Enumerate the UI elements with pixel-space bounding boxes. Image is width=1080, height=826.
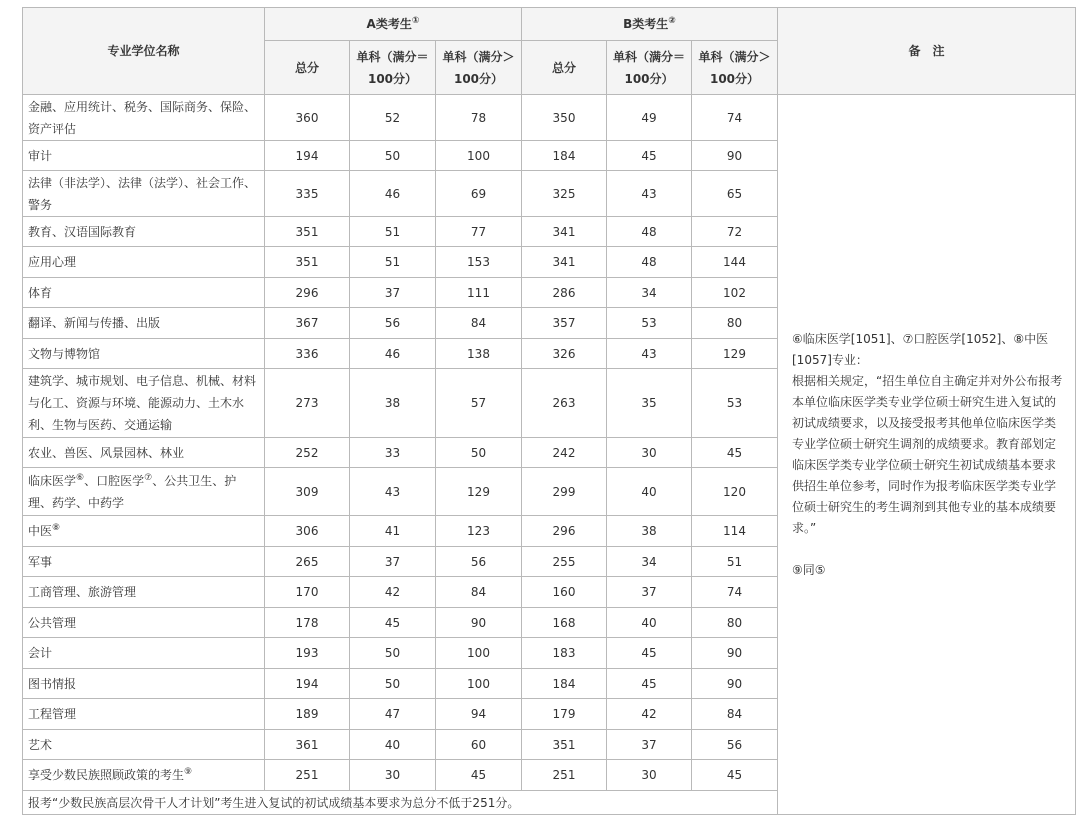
- a-single-gt100-cell: 138: [436, 339, 522, 369]
- b-single-100-cell: 49: [607, 95, 692, 141]
- b-total-header: 总分: [522, 41, 607, 95]
- remark-cell: [778, 95, 1076, 815]
- b-single-gt100-header: 单科（满分＞ 100分）: [692, 41, 778, 95]
- b-single-gt100-cell: 80: [692, 308, 778, 339]
- b-single-gt100-cell: 45: [692, 760, 778, 791]
- b-total-cell: 351: [522, 730, 607, 760]
- b-single-100-cell: 34: [607, 278, 692, 308]
- major-name-cell: 文物与博物馆: [23, 339, 265, 369]
- a-single-100-cell: 51: [350, 217, 436, 247]
- a-single-gt100-cell: 45: [436, 760, 522, 791]
- a-single-gt100-cell: 50: [436, 438, 522, 468]
- b-single-100-cell: 40: [607, 468, 692, 516]
- b-single-gt100-cell: 90: [692, 141, 778, 171]
- b-total-cell: 160: [522, 577, 607, 608]
- b-total-cell: 296: [522, 516, 607, 547]
- b-single-100-cell: 37: [607, 577, 692, 608]
- a-single-100-cell: 37: [350, 278, 436, 308]
- a-single-gt100-cell: 84: [436, 577, 522, 608]
- b-single-gt100-cell: 74: [692, 577, 778, 608]
- b-single-100-cell: 34: [607, 547, 692, 577]
- b-total-cell: 184: [522, 669, 607, 699]
- a-single-100-cell: 37: [350, 547, 436, 577]
- a-single-gt100-cell: 111: [436, 278, 522, 308]
- b-single-100-cell: 45: [607, 638, 692, 669]
- a-single-100-cell: 43: [350, 468, 436, 516]
- a-single-100-cell: 47: [350, 699, 436, 730]
- major-name-cell: 应用心理: [23, 247, 265, 278]
- a-total-cell: 170: [265, 577, 350, 608]
- a-total-cell: 194: [265, 669, 350, 699]
- b-single-gt100-cell: 80: [692, 608, 778, 638]
- a-single-100-cell: 30: [350, 760, 436, 791]
- b-total-cell: 341: [522, 247, 607, 278]
- b-single-gt100-cell: 84: [692, 699, 778, 730]
- a-total-cell: 306: [265, 516, 350, 547]
- b-total-cell: 242: [522, 438, 607, 468]
- a-single-100-cell: 45: [350, 608, 436, 638]
- a-total-cell: 296: [265, 278, 350, 308]
- b-single-100-header: 单科（满分＝ 100分）: [607, 41, 692, 95]
- remark-header: 备 注: [778, 8, 1076, 95]
- b-single-100-cell: 30: [607, 760, 692, 791]
- b-total-cell: 184: [522, 141, 607, 171]
- a-single-gt100-header: 单科（满分＞ 100分）: [436, 41, 522, 95]
- a-total-cell: 193: [265, 638, 350, 669]
- a-total-cell: 351: [265, 247, 350, 278]
- a-single-gt100-cell: 94: [436, 699, 522, 730]
- a-single-gt100-cell: 56: [436, 547, 522, 577]
- b-single-gt100-cell: 144: [692, 247, 778, 278]
- b-single-gt100-cell: 102: [692, 278, 778, 308]
- a-single-gt100-cell: 153: [436, 247, 522, 278]
- a-total-cell: 361: [265, 730, 350, 760]
- a-total-cell: 252: [265, 438, 350, 468]
- b-total-cell: 179: [522, 699, 607, 730]
- remark-body: 根据相关规定，“招生单位自主确定并对外公布报考本单位临床医学类专业学位硕士研究生进入复试的初试成绩要求，以及接受报考其他单位临床医学类专业学位硕士研究生调剂的成绩要求。教育部划定临床医学类专业学位硕士研究生初试成绩基本要求供招生单位参考，同时作为报考临床医学类专业学位硕士研究生的考生调剂到其他专业的基本成绩要求。”: [792, 373, 1063, 535]
- b-total-cell: 325: [522, 171, 607, 217]
- a-single-100-cell: 41: [350, 516, 436, 547]
- b-single-100-cell: 48: [607, 247, 692, 278]
- b-total-cell: 326: [522, 339, 607, 369]
- remark-note: ⑨同⑤: [792, 562, 826, 577]
- a-single-gt100-cell: 90: [436, 608, 522, 638]
- b-single-gt100-cell: 90: [692, 638, 778, 669]
- a-single-gt100-cell: 129: [436, 468, 522, 516]
- major-name-cell: 建筑学、城市规划、电子信息、机械、材料与化工、资源与环境、能源动力、土木水利、生物与医药、交通运输: [23, 369, 265, 438]
- score-table: [22, 7, 1076, 815]
- b-single-gt100-cell: 120: [692, 468, 778, 516]
- a-single-gt100-cell: 100: [436, 141, 522, 171]
- a-single-100-cell: 50: [350, 141, 436, 171]
- a-single-100-cell: 56: [350, 308, 436, 339]
- b-single-100-cell: 45: [607, 141, 692, 171]
- a-total-cell: 178: [265, 608, 350, 638]
- b-total-cell: 263: [522, 369, 607, 438]
- major-name-cell: 艺术: [23, 730, 265, 760]
- major-header: 专业学位名称: [23, 8, 265, 95]
- major-name-cell: 教育、汉语国际教育: [23, 217, 265, 247]
- a-single-gt100-cell: 77: [436, 217, 522, 247]
- a-single-gt100-cell: 57: [436, 369, 522, 438]
- b-single-gt100-cell: 53: [692, 369, 778, 438]
- major-name-cell: 审计: [23, 141, 265, 171]
- a-single-gt100-cell: 123: [436, 516, 522, 547]
- b-single-gt100-cell: 74: [692, 95, 778, 141]
- b-single-gt100-cell: 65: [692, 171, 778, 217]
- a-total-cell: 189: [265, 699, 350, 730]
- remark-title: ⑥临床医学[1051]、⑦口腔医学[1052]、⑧中医[1057]专业：: [792, 331, 1049, 367]
- a-single-gt100-cell: 60: [436, 730, 522, 760]
- b-total-cell: 341: [522, 217, 607, 247]
- b-single-100-cell: 38: [607, 516, 692, 547]
- major-name-cell: 图书情报: [23, 669, 265, 699]
- major-name-cell: 农业、兽医、风景园林、林业: [23, 438, 265, 468]
- table-row: [23, 95, 1076, 141]
- b-total-cell: 255: [522, 547, 607, 577]
- b-total-cell: 286: [522, 278, 607, 308]
- a-single-gt100-cell: 78: [436, 95, 522, 141]
- major-name-cell: 军事: [23, 547, 265, 577]
- b-total-cell: 357: [522, 308, 607, 339]
- a-single-gt100-cell: 100: [436, 669, 522, 699]
- b-single-gt100-cell: 45: [692, 438, 778, 468]
- major-name-cell: 金融、应用统计、税务、国际商务、保险、资产评估: [23, 95, 265, 141]
- b-single-100-cell: 30: [607, 438, 692, 468]
- b-total-cell: 168: [522, 608, 607, 638]
- a-single-100-cell: 42: [350, 577, 436, 608]
- major-name-cell: 中医⑧: [23, 516, 265, 547]
- a-total-cell: 336: [265, 339, 350, 369]
- major-name-cell: 翻译、新闻与传播、出版: [23, 308, 265, 339]
- a-total-cell: 360: [265, 95, 350, 141]
- b-single-100-cell: 43: [607, 171, 692, 217]
- a-total-cell: 251: [265, 760, 350, 791]
- header-row-1: [23, 8, 1076, 41]
- a-single-100-cell: 52: [350, 95, 436, 141]
- major-name-cell: 法律（非法学）、法律（法学）、社会工作、警务: [23, 171, 265, 217]
- major-name-cell: 会计: [23, 638, 265, 669]
- b-single-100-cell: 37: [607, 730, 692, 760]
- major-name-cell: 临床医学⑥、口腔医学⑦、公共卫生、护理、药学、中药学: [23, 468, 265, 516]
- table-body: [23, 95, 1076, 815]
- major-name-cell: 工程管理: [23, 699, 265, 730]
- a-single-gt100-cell: 69: [436, 171, 522, 217]
- a-single-100-cell: 40: [350, 730, 436, 760]
- b-single-gt100-cell: 129: [692, 339, 778, 369]
- b-single-gt100-cell: 72: [692, 217, 778, 247]
- b-total-cell: 251: [522, 760, 607, 791]
- a-total-cell: 367: [265, 308, 350, 339]
- a-single-100-cell: 38: [350, 369, 436, 438]
- b-single-100-cell: 48: [607, 217, 692, 247]
- a-single-100-cell: 50: [350, 638, 436, 669]
- b-single-100-cell: 53: [607, 308, 692, 339]
- a-total-cell: 265: [265, 547, 350, 577]
- a-single-100-cell: 33: [350, 438, 436, 468]
- a-single-gt100-cell: 84: [436, 308, 522, 339]
- a-single-100-cell: 51: [350, 247, 436, 278]
- b-single-gt100-cell: 51: [692, 547, 778, 577]
- footnote-text: 报考“少数民族高层次骨干人才计划”考生进入复试的初试成绩基本要求为总分不低于251分。: [23, 791, 778, 815]
- b-single-100-cell: 43: [607, 339, 692, 369]
- b-single-gt100-cell: 114: [692, 516, 778, 547]
- major-name-cell: 享受少数民族照顾政策的考生⑨: [23, 760, 265, 791]
- major-name-cell: 体育: [23, 278, 265, 308]
- a-total-cell: 309: [265, 468, 350, 516]
- b-single-100-cell: 40: [607, 608, 692, 638]
- b-total-cell: 350: [522, 95, 607, 141]
- b-single-100-cell: 45: [607, 669, 692, 699]
- b-single-gt100-cell: 90: [692, 669, 778, 699]
- a-total-cell: 194: [265, 141, 350, 171]
- a-single-100-cell: 50: [350, 669, 436, 699]
- a-single-100-cell: 46: [350, 339, 436, 369]
- a-total-header: 总分: [265, 41, 350, 95]
- a-single-100-header: 单科（满分＝ 100分）: [350, 41, 436, 95]
- b-total-cell: 183: [522, 638, 607, 669]
- group-a-header: A类考生①: [265, 8, 522, 41]
- a-total-cell: 273: [265, 369, 350, 438]
- b-single-100-cell: 35: [607, 369, 692, 438]
- b-single-gt100-cell: 56: [692, 730, 778, 760]
- a-total-cell: 351: [265, 217, 350, 247]
- a-single-gt100-cell: 100: [436, 638, 522, 669]
- b-total-cell: 299: [522, 468, 607, 516]
- a-total-cell: 335: [265, 171, 350, 217]
- major-name-cell: 工商管理、旅游管理: [23, 577, 265, 608]
- a-single-100-cell: 46: [350, 171, 436, 217]
- group-b-header: B类考生②: [522, 8, 778, 41]
- b-single-100-cell: 42: [607, 699, 692, 730]
- major-name-cell: 公共管理: [23, 608, 265, 638]
